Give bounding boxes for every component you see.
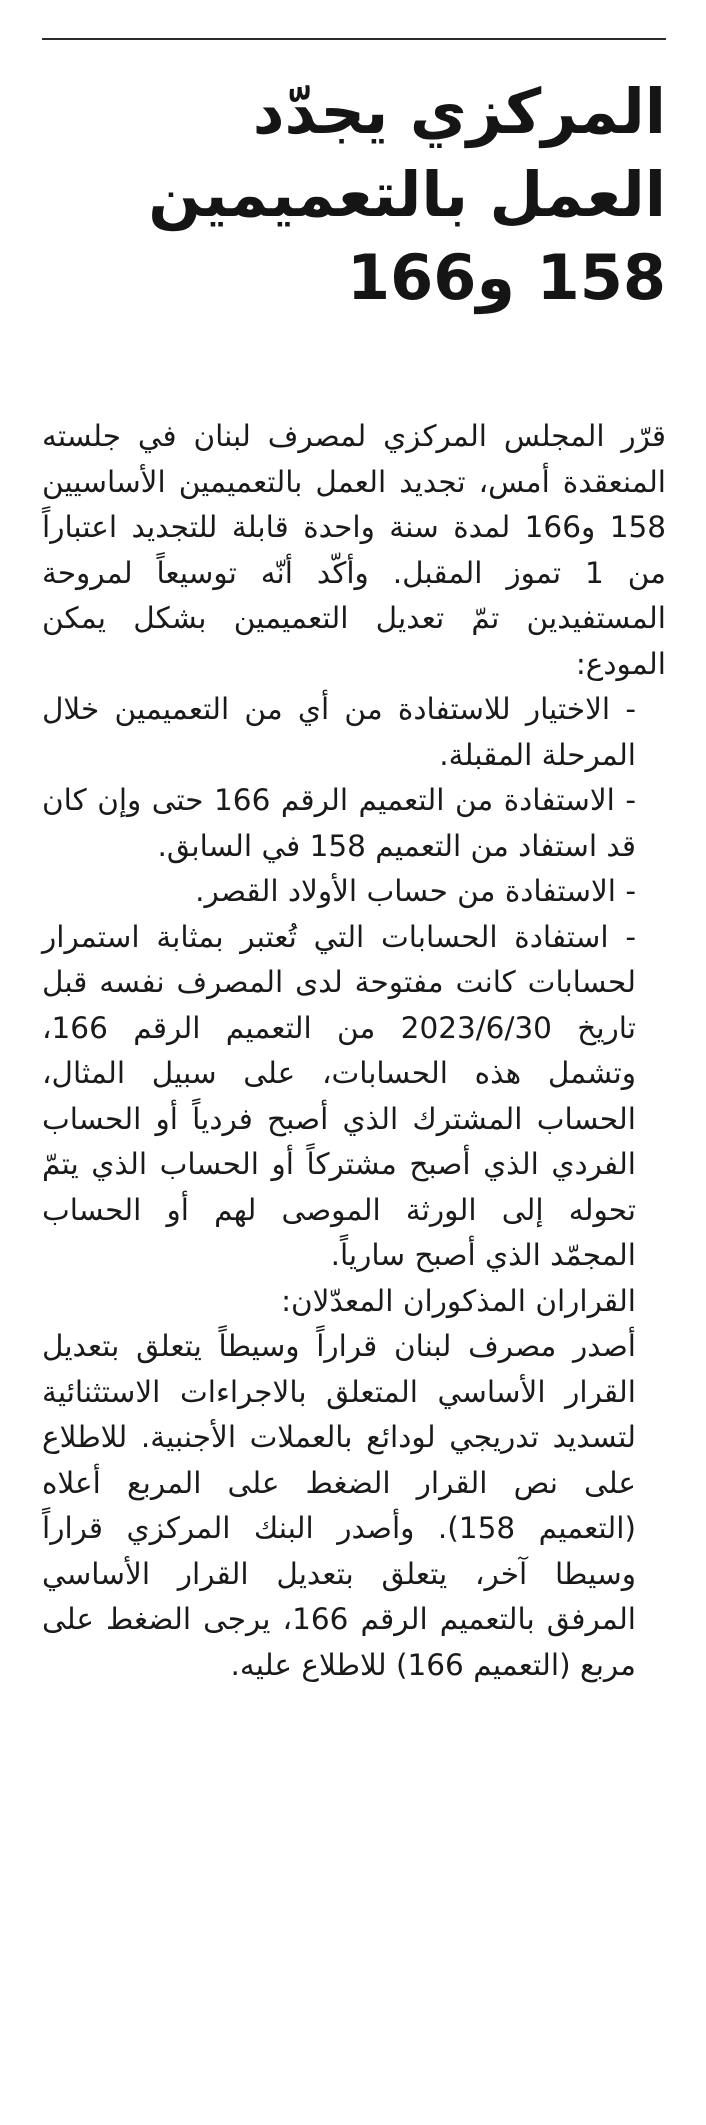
bullet-continuing-accounts: - استفادة الحسابات التي تُعتبر بمثابة استمرار لحسابات كانت مفتوحة لدى المصرف نفسه قبل تاريخ 2023/6/30 من التعميم الرقم 166، وتشمل هذه الحسابات، على سبيل المثال، الحساب المشترك الذي أصبح فردياً أو الحساب الفردي الذي أصبح مشتركاً أو الحساب الذي يتمّ تحوله إلى الورثة الموصى لهم أو الحساب المجمّد الذي أصبح سارياً. bbox=[42, 919, 636, 1272]
bullet-circular-166: - الاستفادة من التعميم الرقم 166 حتى وإن كان قد استفاد من التعميم 158 في السابق. bbox=[42, 783, 636, 863]
subheading-amended-decisions: القراران المذكوران المعدّلان: bbox=[281, 1283, 636, 1318]
headline-line-2: العمل بالتعميمين bbox=[148, 158, 666, 231]
intro-paragraph: قرّر المجلس المركزي لمصرف لبنان في جلسته المنعقدة أمس، تجديد العمل بالتعميمين الأساسيين 158 و166 لمدة سنة واحدة قابلة للتجديد اعتباراً من 1 تموز المقبل. وأكّد أنّه توسيعاً لمروحة المستفيدين تمّ تعديل التعميمين بشكل يمكن المودع: bbox=[42, 419, 666, 681]
headline bbox=[42, 70, 666, 319]
top-divider bbox=[42, 38, 666, 40]
article-body bbox=[42, 414, 666, 1688]
bullet-choice: - الاختيار للاستفادة من أي من التعميمين خلال المرحلة المقبلة. bbox=[42, 692, 636, 772]
headline-line-3: 158 و166 bbox=[347, 241, 666, 314]
bullet-minors-account: - الاستفادة من حساب الأولاد القصر. bbox=[195, 874, 636, 908]
closing-paragraph: أصدر مصرف لبنان قراراً وسيطاً يتعلق بتعديل القرار الأساسي المتعلق بالاجراءات الاستثنائية لتسديد تدريجي لودائع بالعملات الأجنبية. للاطلاع على نص القرار الضغط على المربع أعلاه (التعميم 158). وأصدر البنك المركزي قراراً وسيطا آخر، يتعلق بتعديل القرار الأساسي المرفق بالتعميم الرقم 166، يرجى الضغط على مربع (التعميم 166) للاطلاع عليه. bbox=[42, 1329, 636, 1682]
headline-line-1: المركزي يجدّد bbox=[252, 75, 666, 148]
